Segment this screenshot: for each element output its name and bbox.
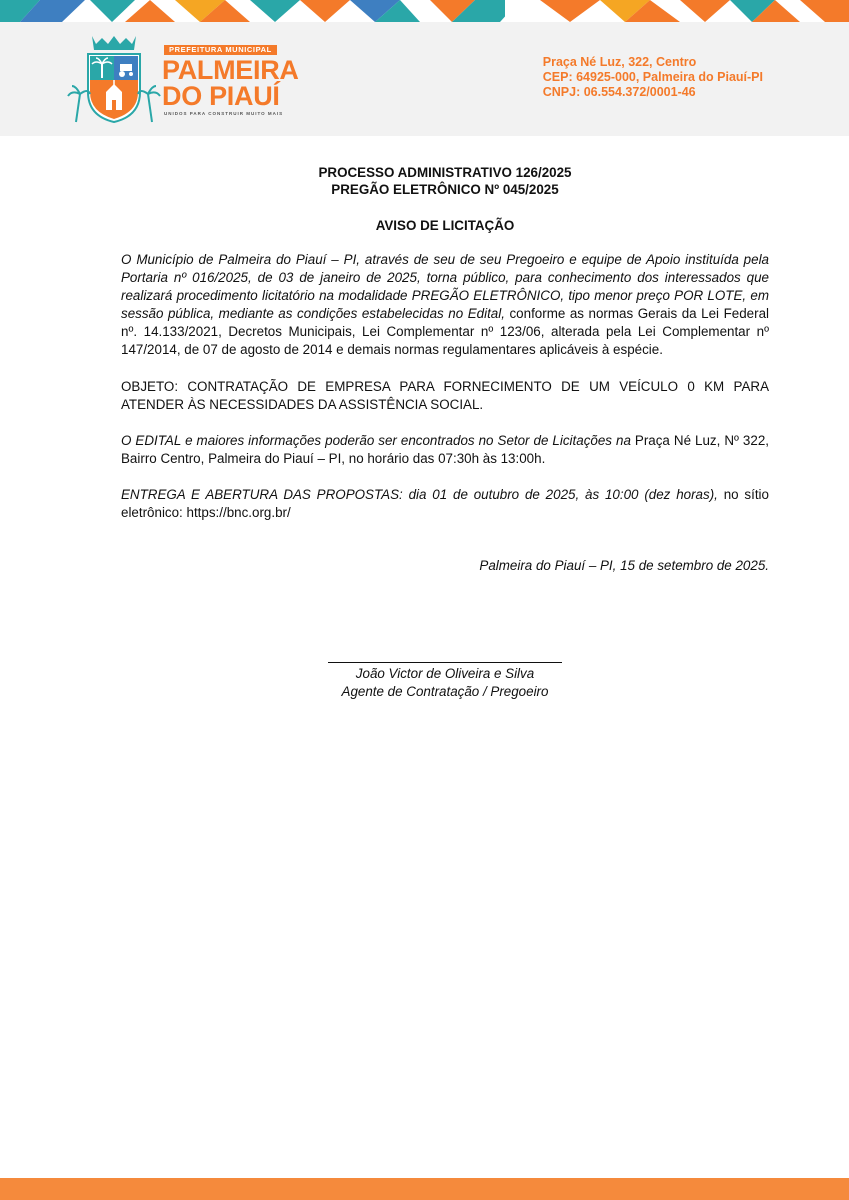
pregao-number: PREGÃO ELETRÔNICO Nº 045/2025	[331, 182, 559, 197]
signer-name: João Victor de Oliveira e Silva	[355, 666, 535, 681]
place-and-date: Palmeira do Piauí – PI, 15 de setembro de 2025.	[479, 558, 769, 573]
intro-italic-text: O Município de Palmeira do Piauí – PI, através de seu de seu Pregoeiro e equipe de Apoio instituída pela Portaria nº 016/2025, de 03 de janeiro de 2025, torna público, para conhecimento dos interessados que realizará procedimento licitatório na modalidade PREGÃO ELETRÔNICO, tipo menor preço POR LOTE, em sessão pública, mediante as condições estabelecidas no Edital,	[121, 252, 769, 321]
municipal-logo	[66, 32, 299, 124]
proposals-normal-text: no sítio eletrônico: https://bnc.org.br/	[121, 487, 769, 520]
process-number: PROCESSO ADMINISTRATIVO 126/2025	[318, 165, 572, 180]
coat-of-arms-icon	[66, 32, 162, 124]
contact-address: Praça Né Luz, 322, Centro	[542, 55, 697, 69]
edital-paragraph	[121, 432, 769, 468]
letterhead-contact	[543, 55, 763, 100]
intro-normal-text: conforme as normas Gerais da Lei Federal nº. 14.133/2021, Decretos Municipais, Lei Complementar nº 123/06, alterada pela Lei Complementar nº 147/2014, de 07 de agosto de 2014 e demais normas regulamentares aplicáveis à espécie.	[121, 306, 769, 357]
proposals-paragraph	[121, 486, 769, 522]
signature-line	[328, 662, 562, 663]
footer-band	[0, 1178, 849, 1200]
logo-wordmark-line2: DO PIAUÍ	[162, 81, 280, 111]
top-decorative-band	[0, 0, 849, 22]
proposals-italic-text: ENTREGA E ABERTURA DAS PROPOSTAS: dia 01 de outubro de 2025, às 10:00 (dez horas),	[121, 487, 718, 502]
logo-wordmark-line1: PALMEIRA	[162, 55, 299, 85]
signer-role: Agente de Contratação / Pregoeiro	[341, 684, 549, 699]
edital-italic-text: O EDITAL e maiores informações poderão ser encontrados no Setor de Licitações na	[121, 433, 631, 448]
logo-slogan: UNIDOS PARA CONSTRUIR MUITO MAIS	[164, 111, 284, 116]
contact-cep: CEP: 64925-000, Palmeira do Piauí-PI	[542, 70, 763, 84]
contact-cnpj: CNPJ: 06.554.372/0001-46	[542, 85, 696, 99]
logo-kicker: PREFEITURA MUNICIPAL	[164, 45, 277, 55]
document-heading	[121, 164, 769, 198]
edital-normal-text: Praça Né Luz, Nº 322, Bairro Centro, Palmeira do Piauí – PI, no horário das 07:30h às 13:00h.	[121, 433, 769, 466]
object-paragraph: OBJETO: CONTRATAÇÃO DE EMPRESA PARA FORNECIMENTO DE UM VEÍCULO 0 KM PARA ATENDER ÀS NECESSIDADES DA ASSISTÊNCIA SOCIAL.	[121, 379, 769, 412]
intro-paragraph	[121, 251, 769, 359]
notice-title: AVISO DE LICITAÇÃO	[375, 218, 515, 233]
